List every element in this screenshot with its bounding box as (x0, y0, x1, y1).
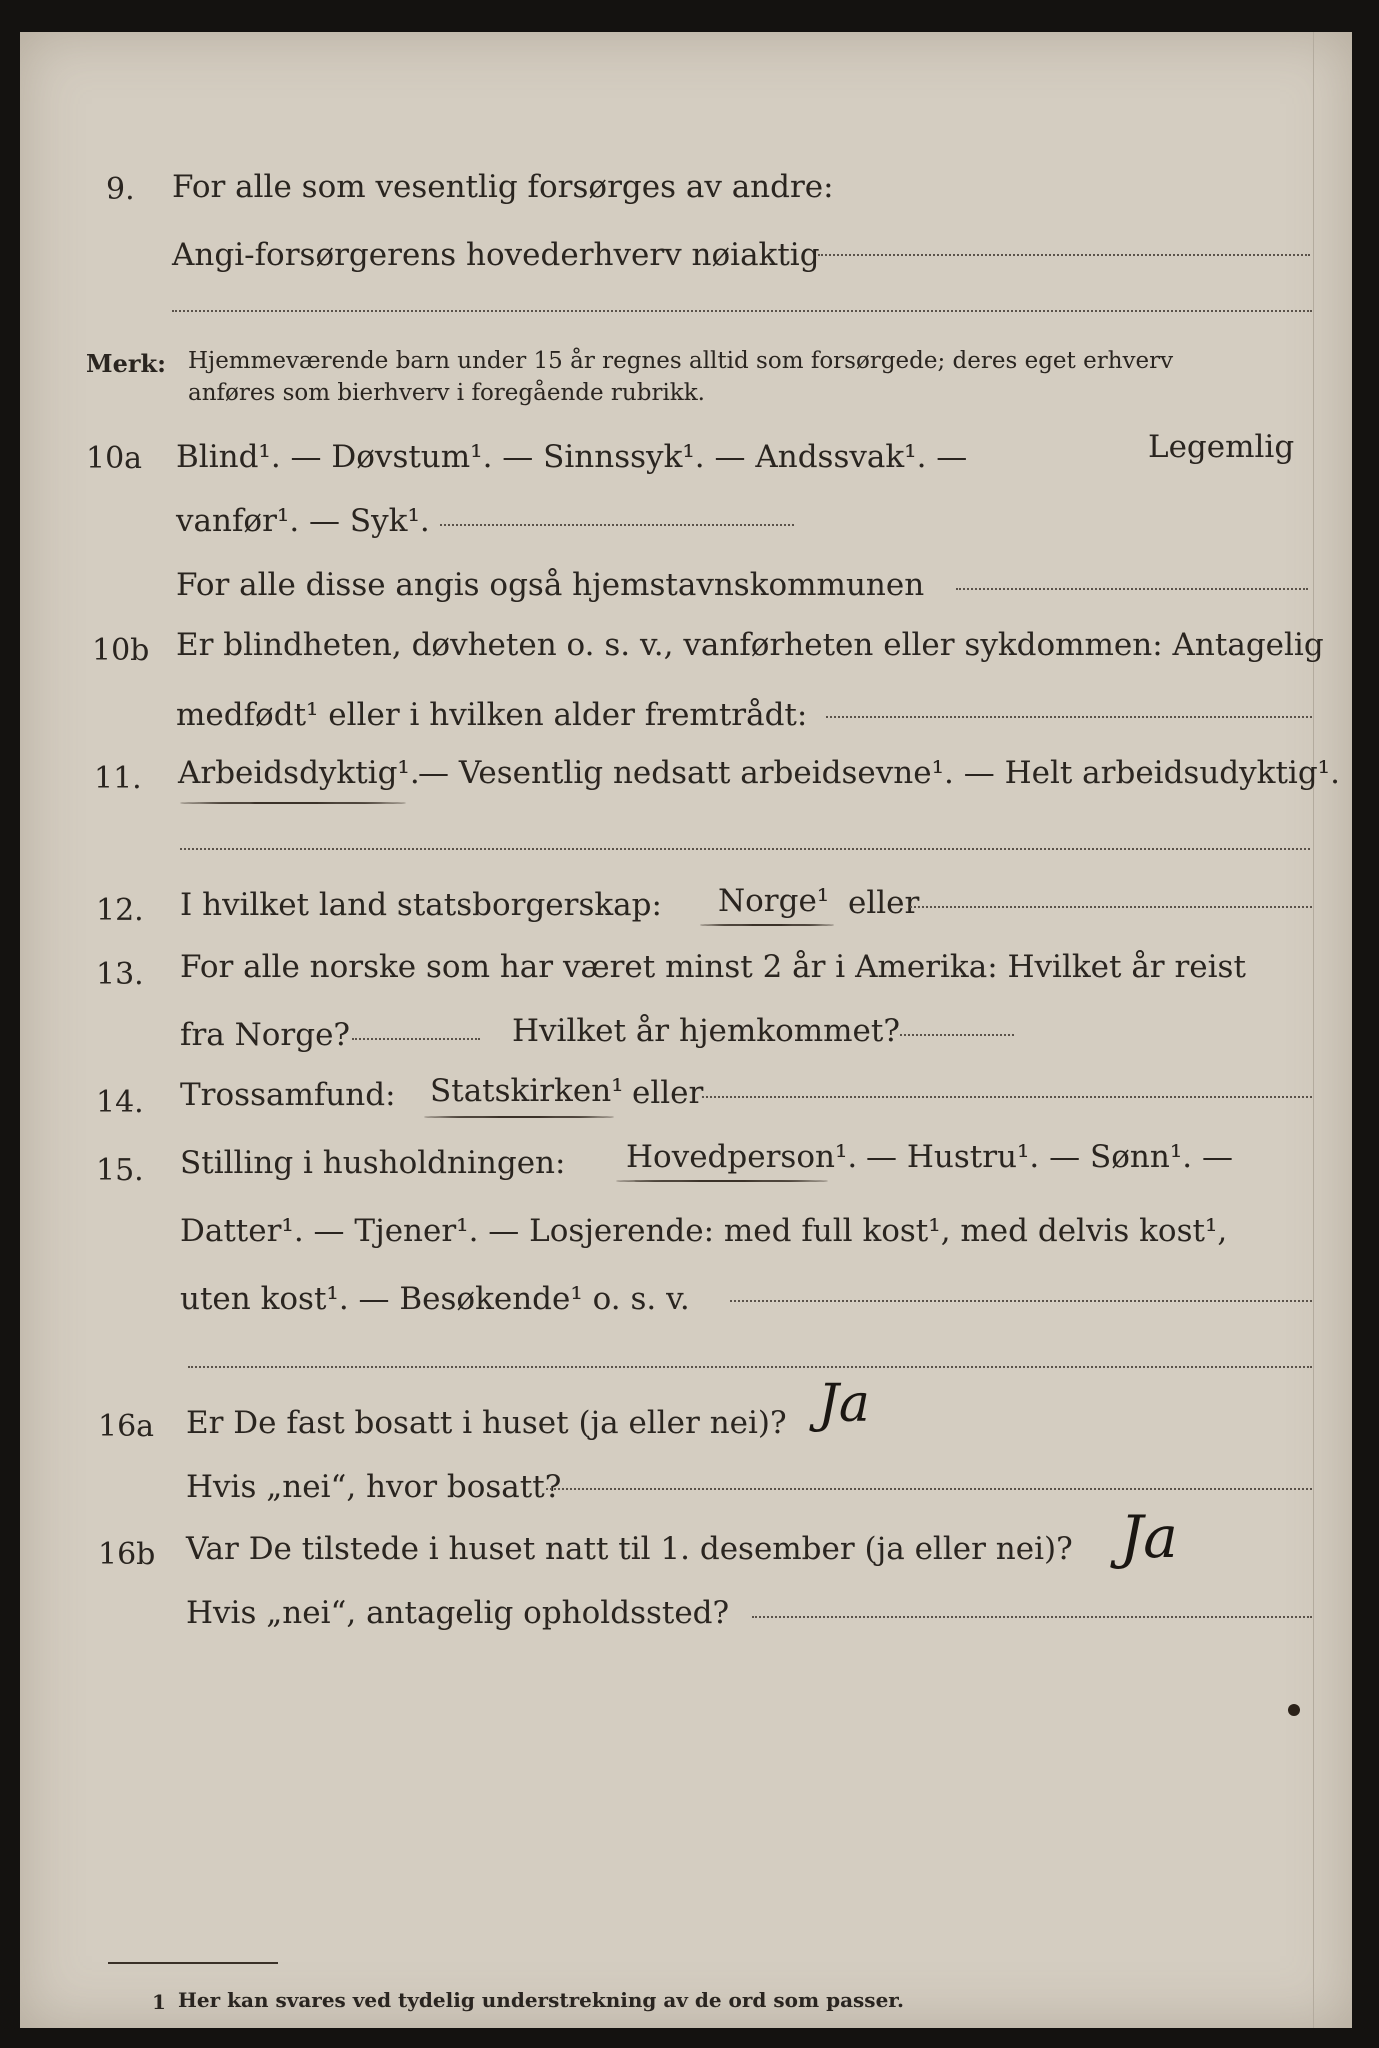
q13-line2-a: fra Norge? (180, 1017, 351, 1053)
q9-line1: For alle som vesentlig forsørges av andre: (172, 169, 834, 205)
q9-answer-field[interactable] (818, 254, 1310, 256)
footnote-mark: 1 (152, 1990, 166, 2014)
q14-number: 14. (96, 1085, 144, 1120)
q15-line1-rest: — Hustru¹. — Sønn¹. — (866, 1139, 1233, 1175)
q10b-number: 10b (92, 633, 150, 668)
q15-answer-field-2[interactable] (188, 1366, 1312, 1368)
q14-text: Trossamfund: (180, 1077, 396, 1113)
q13-line2-b: Hvilket år hjemkommet? (512, 1013, 900, 1049)
footnote-text: Her kan svares ved tydelig understrekning av de ord som passer. (178, 1988, 904, 2012)
q16a-residence-field[interactable] (546, 1488, 1312, 1490)
q16a-line1: Er De fast bosatt i huset (ja eller nei)? (186, 1405, 787, 1441)
q15-number: 15. (96, 1153, 144, 1188)
q11-answer-field[interactable] (180, 848, 1310, 850)
q11-rest: — Vesentlig nedsatt arbeidsevne¹. — Helt arbeidsudyktig¹. (418, 755, 1340, 791)
q13-year-returned-field[interactable] (900, 1034, 1014, 1036)
q14-eller: eller (632, 1075, 704, 1111)
census-form-page (20, 32, 1352, 2028)
q13-year-left-field[interactable] (352, 1038, 480, 1040)
q16a-handwritten-answer[interactable]: Ja (818, 1374, 870, 1434)
q15-option-hovedperson[interactable]: Hovedperson¹. (626, 1139, 858, 1175)
q12-answer-field[interactable] (910, 906, 1312, 908)
q16b-handwritten-answer[interactable]: Ja (1120, 1503, 1178, 1571)
q16b-number: 16b (98, 1537, 156, 1572)
q16b-stay-location-field[interactable] (752, 1616, 1312, 1618)
q14-handwritten-underline (424, 1116, 614, 1118)
q11-option-arbeidsdyktig[interactable]: Arbeidsdyktig¹. (178, 755, 420, 791)
q12-option-norge[interactable]: Norge¹ (718, 883, 830, 919)
q14-option-statskirken[interactable]: Statskirken¹ (430, 1073, 624, 1109)
q15-answer-field[interactable] (730, 1300, 1312, 1302)
q10b-line2: medfødt¹ eller i hvilken alder fremtrådt: (176, 697, 808, 733)
page-fold-line (1313, 32, 1314, 2028)
q9-answer-field-2[interactable] (172, 310, 1312, 312)
q12-number: 12. (96, 893, 144, 928)
q9-line2: Angi-forsørgerens hovederhverv nøiaktig (172, 237, 820, 273)
ink-spot (1288, 1704, 1300, 1716)
q15-line1: Stilling i husholdningen: (180, 1145, 566, 1181)
q10a-line1: Blind¹. — Døvstum¹. — Sinnssyk¹. — Andssvak¹. — (176, 439, 968, 475)
footnote-rule (108, 1962, 278, 1964)
q13-line1: For alle norske som har været minst 2 år i Amerika: Hvilket år reist (180, 949, 1246, 985)
q10a-line1-end: Legemlig (1148, 429, 1295, 465)
q12-eller: eller (848, 885, 920, 921)
q10b-answer-field[interactable] (826, 716, 1312, 718)
q15-handwritten-underline (616, 1180, 828, 1182)
q10a-number: 10a (86, 441, 143, 476)
q12-handwritten-underline (700, 924, 834, 926)
q16a-number: 16a (98, 1409, 155, 1444)
q11-handwritten-underline (180, 802, 406, 804)
q10b-line1: Er blindheten, døvheten o. s. v., vanførheten eller sykdommen: Antagelig (176, 627, 1324, 663)
q9-number: 9. (106, 172, 135, 207)
q10a-answer-field[interactable] (440, 524, 794, 526)
merk-label: Merk: (86, 349, 166, 378)
q13-number: 13. (96, 957, 144, 992)
merk-line2: anføres som bierhverv i foregående rubrikk. (188, 380, 705, 406)
q10a-home-municipality-field[interactable] (956, 588, 1308, 590)
q16b-line2: Hvis „nei“, antagelig opholdssted? (186, 1595, 730, 1631)
q15-line3: uten kost¹. — Besøkende¹ o. s. v. (180, 1281, 690, 1317)
q12-text: I hvilket land statsborgerskap: (180, 887, 662, 923)
q14-answer-field[interactable] (702, 1096, 1312, 1098)
q16b-line1: Var De tilstede i huset natt til 1. desember (ja eller nei)? (186, 1531, 1073, 1567)
q15-line2: Datter¹. — Tjener¹. — Losjerende: med full kost¹, med delvis kost¹, (180, 1213, 1228, 1249)
q11-number: 11. (94, 761, 142, 796)
q10a-line3: For alle disse angis også hjemstavnskommunen (176, 567, 925, 603)
q16a-line2: Hvis „nei“, hvor bosatt? (186, 1469, 562, 1505)
merk-line1: Hjemmeværende barn under 15 år regnes alltid som forsørgede; deres eget erhverv (188, 348, 1174, 374)
q10a-line2: vanfør¹. — Syk¹. (176, 503, 430, 539)
